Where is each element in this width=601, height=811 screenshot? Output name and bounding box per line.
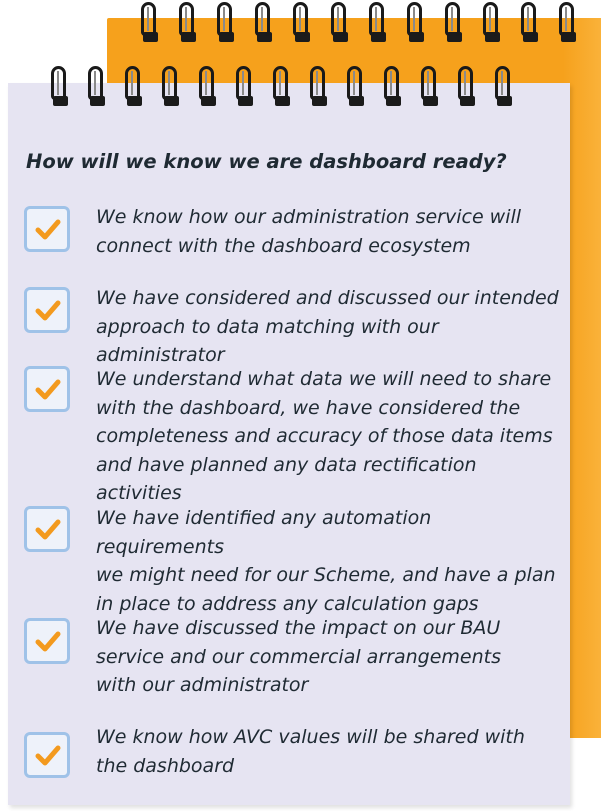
checkmark-icon bbox=[35, 518, 61, 542]
spiral-ring-icon bbox=[405, 2, 428, 42]
checkmark-icon bbox=[35, 299, 61, 323]
checkbox-checked bbox=[24, 732, 70, 778]
spiral-ring-icon bbox=[443, 2, 466, 42]
spiral-ring-icon bbox=[271, 66, 294, 106]
back-spiral-binding bbox=[139, 2, 580, 42]
checklist-item-text: We understand what data we will need to share with the dashboard, we have considered the completeness and accuracy of those data items and have planned any data rectification activities bbox=[96, 368, 553, 505]
checkbox-checked bbox=[24, 206, 70, 252]
checklist-item-text: We know how AVC values will be shared with the dashboard bbox=[96, 726, 525, 777]
spiral-ring-icon bbox=[329, 2, 352, 42]
checkbox-checked bbox=[24, 366, 70, 412]
spiral-ring-icon bbox=[481, 2, 504, 42]
checkmark-icon bbox=[35, 630, 61, 654]
front-spiral-binding bbox=[49, 66, 516, 106]
checkbox-checked bbox=[24, 618, 70, 664]
spiral-ring-icon bbox=[367, 2, 390, 42]
checkmark-icon bbox=[35, 744, 61, 768]
checkmark-icon bbox=[35, 378, 61, 402]
spiral-ring-icon bbox=[49, 66, 72, 106]
checklist-heading: How will we know we are dashboard ready? bbox=[26, 150, 507, 173]
checklist-item-text: We have identified any automation requirements we might need for our Scheme, and have a plan in place to address any calculation gaps bbox=[96, 507, 556, 615]
spiral-ring-icon bbox=[493, 66, 516, 106]
spiral-ring-icon bbox=[291, 2, 314, 42]
spiral-ring-icon bbox=[139, 2, 162, 42]
checkbox-checked bbox=[24, 287, 70, 333]
spiral-ring-icon bbox=[160, 66, 183, 106]
spiral-ring-icon bbox=[345, 66, 368, 106]
spiral-ring-icon bbox=[382, 66, 405, 106]
spiral-ring-icon bbox=[197, 66, 220, 106]
spiral-ring-icon bbox=[234, 66, 257, 106]
checkmark-icon bbox=[35, 218, 61, 242]
spiral-ring-icon bbox=[419, 66, 442, 106]
spiral-ring-icon bbox=[253, 2, 276, 42]
spiral-ring-icon bbox=[123, 66, 146, 106]
checkbox-checked bbox=[24, 506, 70, 552]
checklist-item-text: We have considered and discussed our intended approach to data matching with our administrator bbox=[96, 287, 559, 367]
spiral-ring-icon bbox=[215, 2, 238, 42]
spiral-ring-icon bbox=[86, 66, 109, 106]
spiral-ring-icon bbox=[308, 66, 331, 106]
spiral-ring-icon bbox=[519, 2, 542, 42]
spiral-ring-icon bbox=[177, 2, 200, 42]
checklist-item-text: We have discussed the impact on our BAU service and our commercial arrangements with our administrator bbox=[96, 617, 501, 697]
spiral-ring-icon bbox=[456, 66, 479, 106]
spiral-ring-icon bbox=[557, 2, 580, 42]
checklist-item-text: We know how our administration service will connect with the dashboard ecosystem bbox=[96, 206, 522, 257]
